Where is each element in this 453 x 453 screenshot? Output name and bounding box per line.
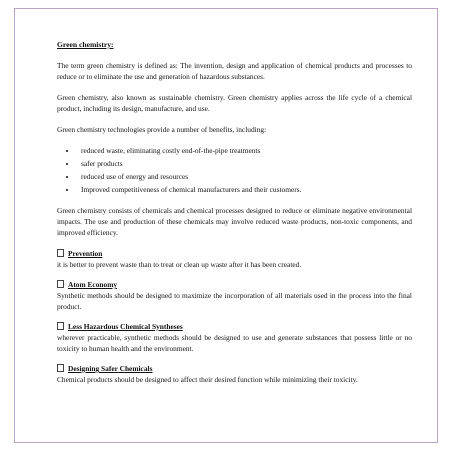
principle-safer-chemicals [57,363,412,385]
summary-paragraph: Green chemistry consists of chemicals and chemical processes designed to reduce or eliminate negative environmental impacts. The use and production of these chemicals may involve reduced waste products, non-toxic components, and improved efficiency. [57,206,412,237]
principle-prevention [57,248,412,270]
definition-paragraph: The term green chemistry is defined as: The invention, design and application of chemical products and processes to reduce or to eliminate the use and generation of hazardous substances. [57,61,412,81]
list-item: • safer products [77,158,412,169]
principle-text: it is better to prevent waste than to treat or clean up waste after it has been created. [57,260,302,269]
principle-title: Prevention [68,249,103,258]
checkbox-icon [57,364,64,372]
principle-title: Designing Safer Chemicals [68,364,153,373]
document-body [57,39,412,394]
principle-title: Less Hazardous Chemical Syntheses [68,322,183,331]
principle-atom-economy [57,279,412,312]
benefits-intro: Green chemistry technologies provide a number of benefits, including: [57,125,267,134]
checkbox-icon [57,280,64,288]
principle-text: Synthetic methods should be designed to maximize the incorporation of all materials used in the process into the final product. [57,291,412,311]
list-item: • Improved competitiveness of chemical manufacturers and their customers. [77,184,412,195]
document-heading: Green chemistry: [57,40,114,49]
list-item: • reduced waste, eliminating costly end-of-the-pipe treatments [77,145,412,156]
principle-title: Atom Economy [68,280,118,289]
document-page [14,8,438,443]
list-item: • reduced use of energy and resources [77,171,412,182]
checkbox-icon [57,322,64,330]
principle-less-hazardous [57,321,412,354]
benefits-list [57,145,412,195]
principle-text: Chemical products should be designed to affect their desired function while minimizing their toxicity. [57,375,358,384]
principle-text: wherever practicable, synthetic methods should be designed to use and generate substances that possess little or no toxicity to human health and the environment. [57,333,412,353]
checkbox-icon [57,249,64,257]
sustainable-paragraph: Green chemistry, also known as sustainable chemistry. Green chemistry applies across the life cycle of a chemical product, including its design, manufacture, and use. [57,93,412,113]
